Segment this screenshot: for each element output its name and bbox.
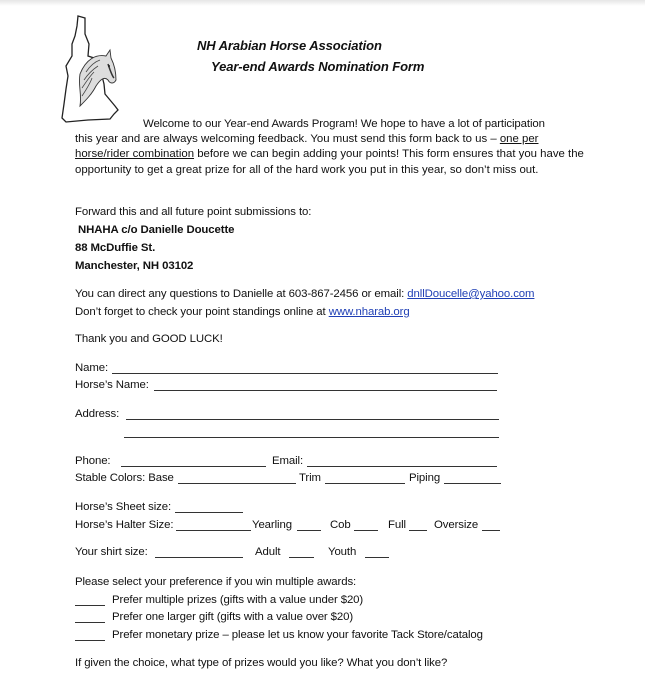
website-link[interactable]: www.nharab.org — [328, 306, 410, 318]
stable-trim-field[interactable] — [325, 483, 405, 484]
full-label: Full — [388, 519, 406, 531]
shirt-size-field[interactable] — [155, 557, 243, 558]
yearling-label: Yearling — [252, 519, 292, 531]
contact-questions-text: You can direct any questions to Danielle at 603-867-2456 or email: — [75, 288, 408, 300]
standings-text: Don’t forget to check your point standings online at — [75, 306, 329, 318]
stable-piping-field[interactable] — [444, 483, 501, 484]
full-field[interactable] — [409, 530, 427, 531]
address-field-line-1[interactable] — [126, 419, 499, 420]
page-top-shadow — [0, 0, 645, 6]
forward-street: 88 McDuffie St. — [75, 242, 156, 254]
yearling-field[interactable] — [297, 530, 321, 531]
adult-label: Adult — [255, 546, 281, 558]
org-name: NH Arabian Horse Association — [197, 38, 382, 53]
name-label: Name: — [75, 362, 109, 374]
thanks-text: Thank you and GOOD LUCK! — [75, 333, 223, 345]
contact-questions — [75, 287, 534, 302]
stable-colors-label: Stable Colors: Base — [75, 472, 174, 484]
forward-label: Forward this and all future point submissions to: — [75, 206, 312, 218]
cob-field[interactable] — [354, 530, 378, 531]
email-link[interactable]: dnllDoucelle@yahoo.com — [407, 288, 535, 300]
halter-size-field[interactable] — [176, 530, 251, 531]
preference-blank-3[interactable] — [75, 640, 105, 641]
preference-blank-2[interactable] — [75, 622, 105, 623]
address-label: Address: — [75, 408, 120, 420]
address-field-line-2[interactable] — [124, 437, 499, 438]
nh-horse-logo-icon — [58, 14, 124, 124]
intro-line-1: Welcome to our Year-end Awards Program! We hope to have a lot of participation — [143, 118, 545, 130]
shirt-size-label: Your shirt size: — [75, 546, 148, 558]
intro-text-b: before we can begin adding your points! This form ensures that you have the opportunity to get a great prize for all of the hard work you put in this year, so don’t miss out. — [75, 148, 584, 176]
forward-recipient: NHAHA c/o Danielle Doucette — [78, 224, 235, 236]
preference-prompt: Please select your preference if you win multiple awards: — [75, 576, 357, 588]
contact-standings — [75, 305, 410, 320]
piping-label: Piping — [409, 472, 441, 484]
sheet-size-label: Horse’s Sheet size: — [75, 501, 172, 513]
preference-option-3: Prefer monetary prize – please let us know your favorite Tack Store/catalog — [112, 629, 483, 641]
sheet-size-field[interactable] — [175, 512, 243, 513]
oversize-label: Oversize — [434, 519, 479, 531]
preference-option-2: Prefer one larger gift (gifts with a value over $20) — [112, 611, 354, 623]
phone-field[interactable] — [121, 466, 266, 467]
adult-field[interactable] — [289, 557, 314, 558]
form-title: Year-end Awards Nomination Form — [211, 59, 425, 74]
stable-base-field[interactable] — [178, 483, 296, 484]
halter-size-label: Horse’s Halter Size: — [75, 519, 174, 531]
cob-label: Cob — [330, 519, 351, 531]
youth-field[interactable] — [365, 557, 389, 558]
intro-paragraph — [75, 132, 585, 178]
trim-label: Trim — [299, 472, 321, 484]
forward-city: Manchester, NH 03102 — [75, 260, 194, 272]
email-label: Email: — [272, 455, 304, 467]
youth-label: Youth — [328, 546, 357, 558]
email-field[interactable] — [307, 466, 497, 467]
prizes-question: If given the choice, what type of prizes would you like? What you don’t like? — [75, 657, 448, 669]
name-field[interactable] — [112, 373, 498, 374]
phone-label: Phone: — [75, 455, 111, 467]
horse-name-field[interactable] — [154, 390, 497, 391]
intro-text-a: this year and are always welcoming feedback. You must send this form back to us – — [75, 133, 500, 145]
intro-emphasis: one per horse/rider combination — [75, 133, 539, 161]
preference-blank-1[interactable] — [75, 605, 105, 606]
oversize-field[interactable] — [482, 530, 500, 531]
horse-name-label: Horse’s Name: — [75, 379, 149, 391]
preference-option-1: Prefer multiple prizes (gifts with a value under $20) — [112, 594, 364, 606]
